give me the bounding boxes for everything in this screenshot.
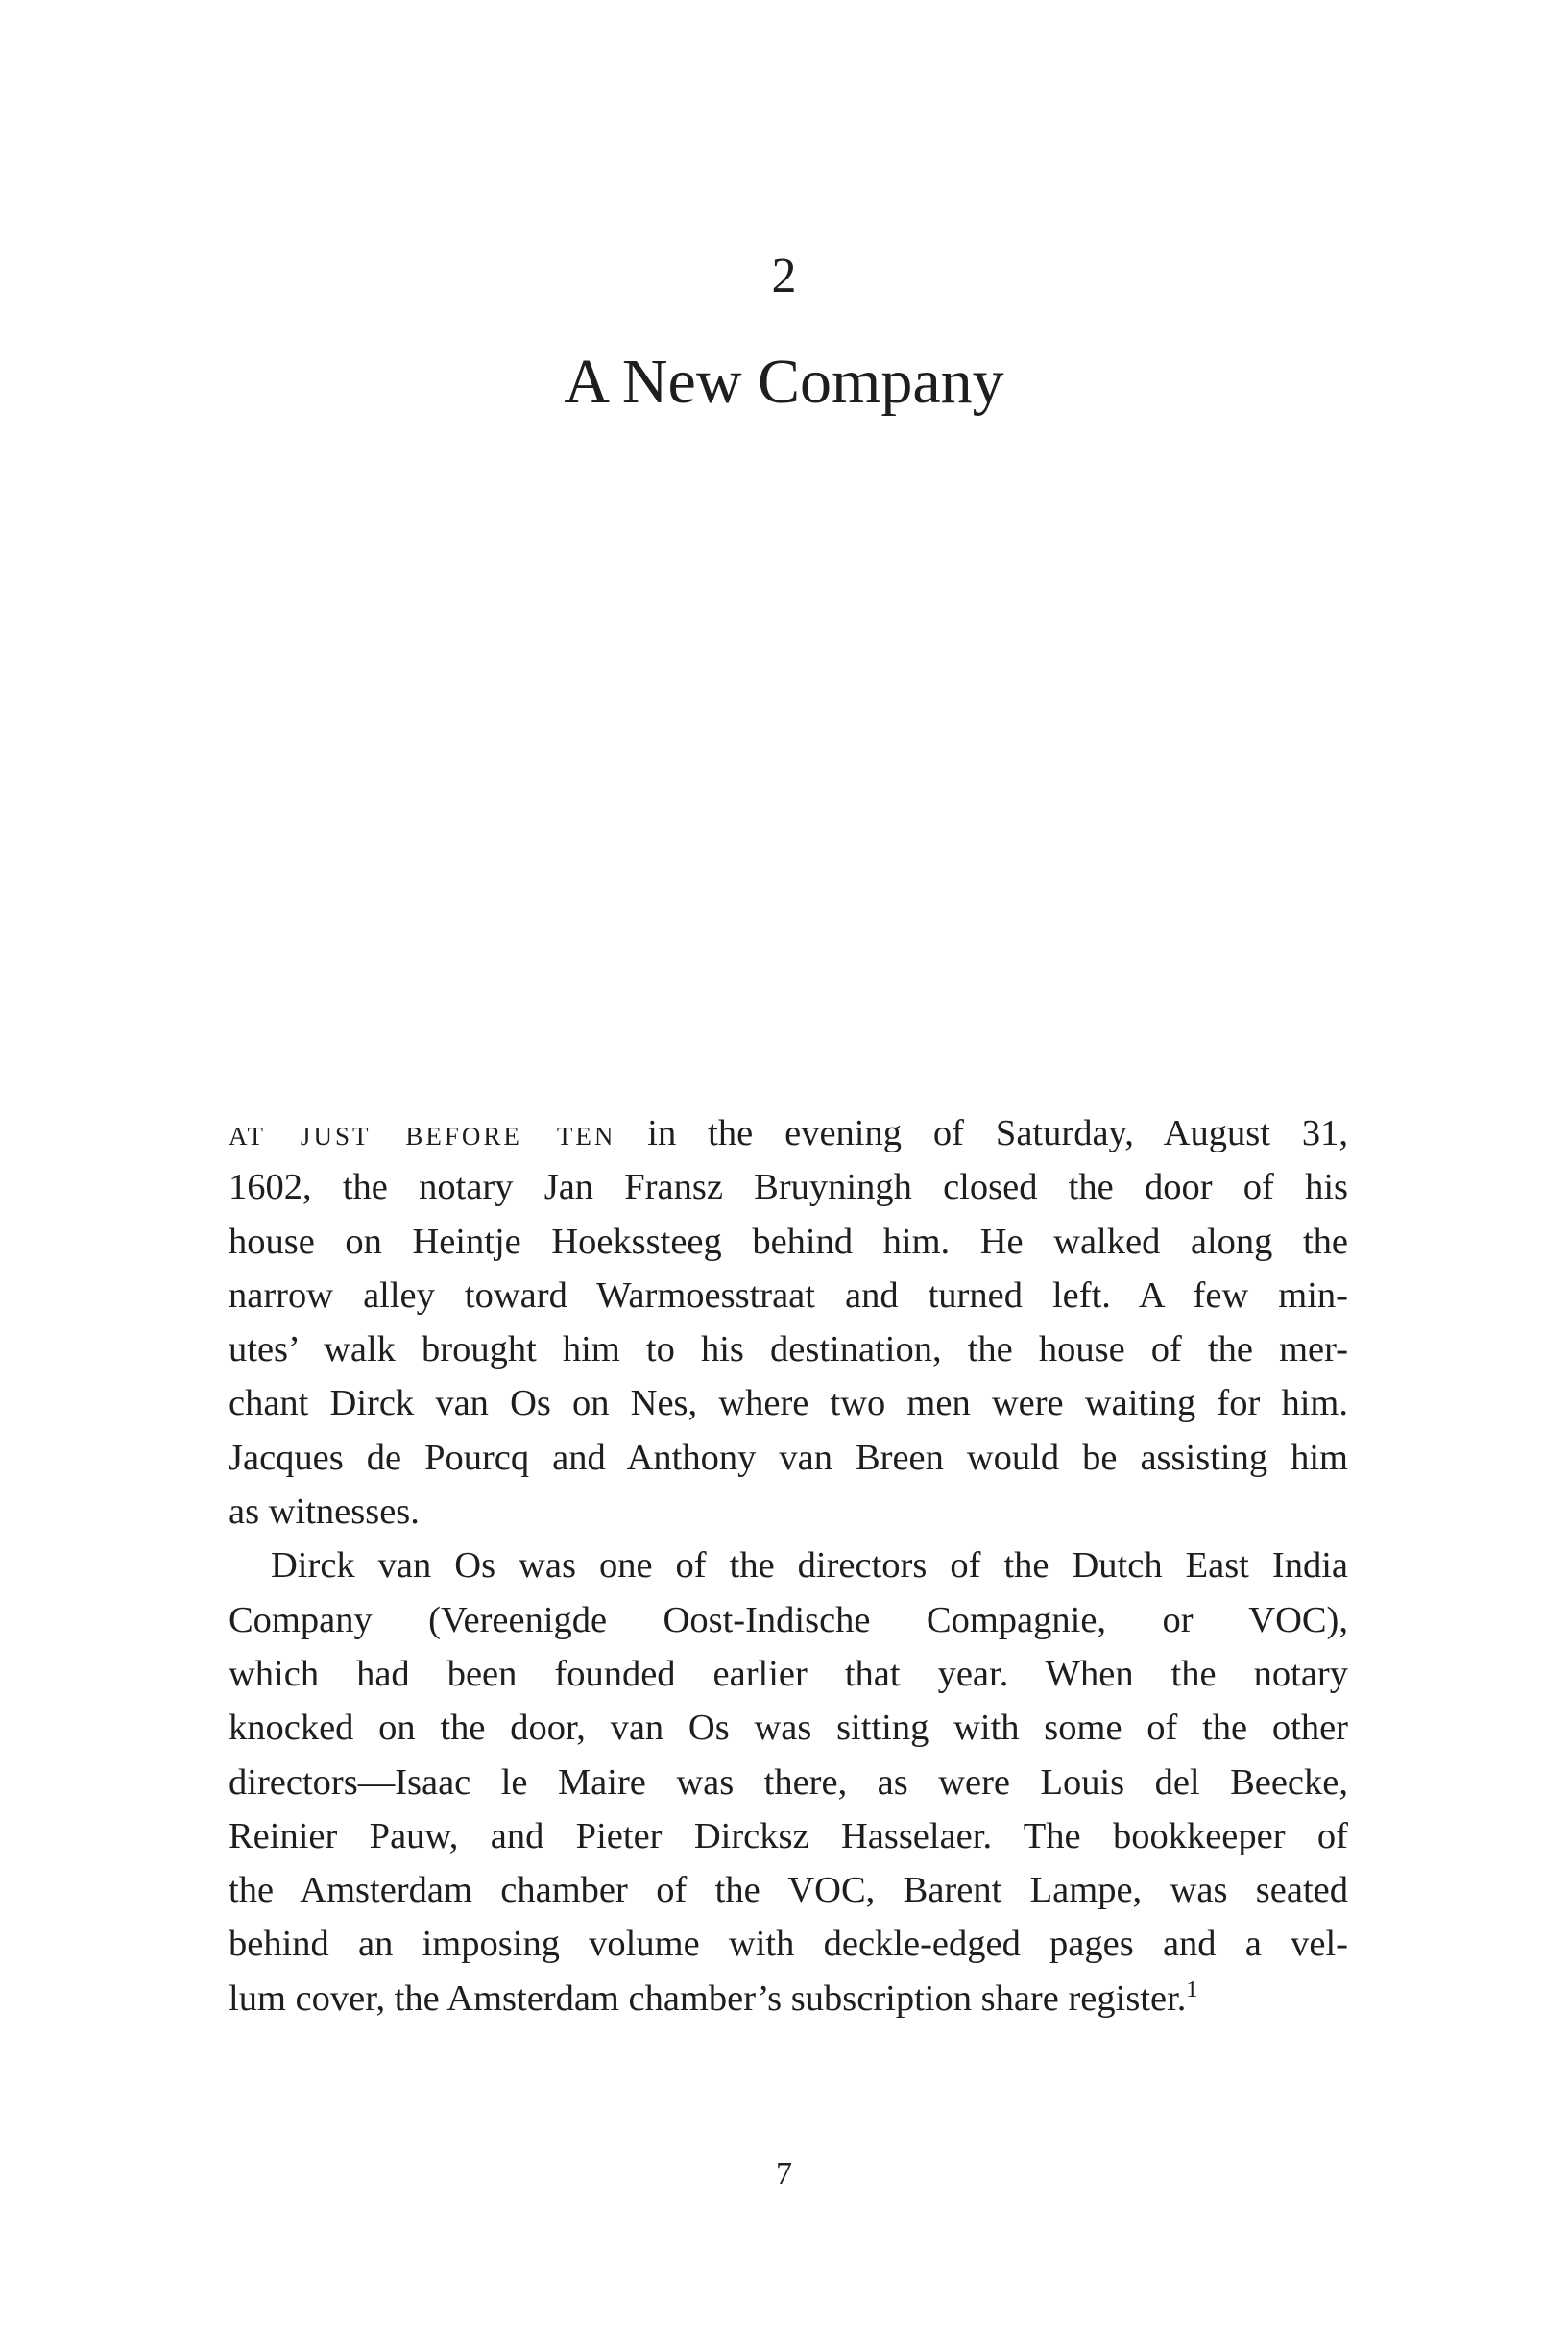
chapter-number: 2	[771, 249, 797, 303]
paragraph-1-line-5: utes’ walk brought him to his destination, the house of the mer-	[229, 1329, 1348, 1370]
page-number: 7	[776, 2156, 792, 2192]
paragraph-2-line-3: which had been founded earlier that year. When the notary	[229, 1653, 1348, 1694]
paragraph-2-line-2: Company (Vereenigde Oost-Indische Compagnie, or VOC),	[229, 1599, 1348, 1640]
paragraph-2-line-9	[229, 1972, 1348, 2025]
paragraph-2-line-4: knocked on the door, van Os was sitting with some of the other	[229, 1708, 1348, 1749]
chapter-body	[229, 1106, 1348, 2025]
paragraph-1-line-1-text: in the evening of Saturday, August 31,	[615, 1113, 1349, 1153]
paragraph-2-line-8: behind an imposing volume with deckle-edged pages and a vel-	[229, 1924, 1348, 1965]
opening-smallcaps: at just before ten	[229, 1113, 616, 1153]
paragraph-1-line-3: house on Heintje Hoekssteeg behind him. He walked along the	[229, 1221, 1348, 1262]
paragraph-1-line-6: chant Dirck van Os on Nes, where two men were waiting for him.	[229, 1383, 1348, 1424]
chapter-title: A New Company	[564, 347, 1004, 417]
paragraph-1-line-1	[229, 1106, 1348, 1160]
paragraph-2-line-5: directors—Isaac le Maire was there, as were Louis del Beecke,	[229, 1761, 1348, 1803]
paragraph-2-line-7: the Amsterdam chamber of the VOC, Barent Lampe, was seated	[229, 1870, 1348, 1911]
paragraph-2-line-6: Reinier Pauw, and Pieter Dircksz Hasselaer. The bookkeeper of	[229, 1815, 1348, 1856]
paragraph-1-line-7: Jacques de Pourcq and Anthony van Breen would be assisting him	[229, 1437, 1348, 1478]
paragraph-1-line-8: as witnesses.	[229, 1491, 420, 1533]
footnote-reference[interactable]: 1	[1186, 1976, 1198, 2002]
paragraph-2-line-9-text: lum cover, the Amsterdam chamber’s subscription share register.	[229, 1977, 1187, 2019]
paragraph-2-line-1: Dirck van Os was one of the directors of the Dutch East India	[271, 1545, 1348, 1587]
paragraph-1-line-4: narrow alley toward Warmoesstraat and turned left. A few min-	[229, 1274, 1348, 1316]
paragraph-1-line-2: 1602, the notary Jan Fransz Bruyningh closed the door of his	[229, 1167, 1348, 1208]
